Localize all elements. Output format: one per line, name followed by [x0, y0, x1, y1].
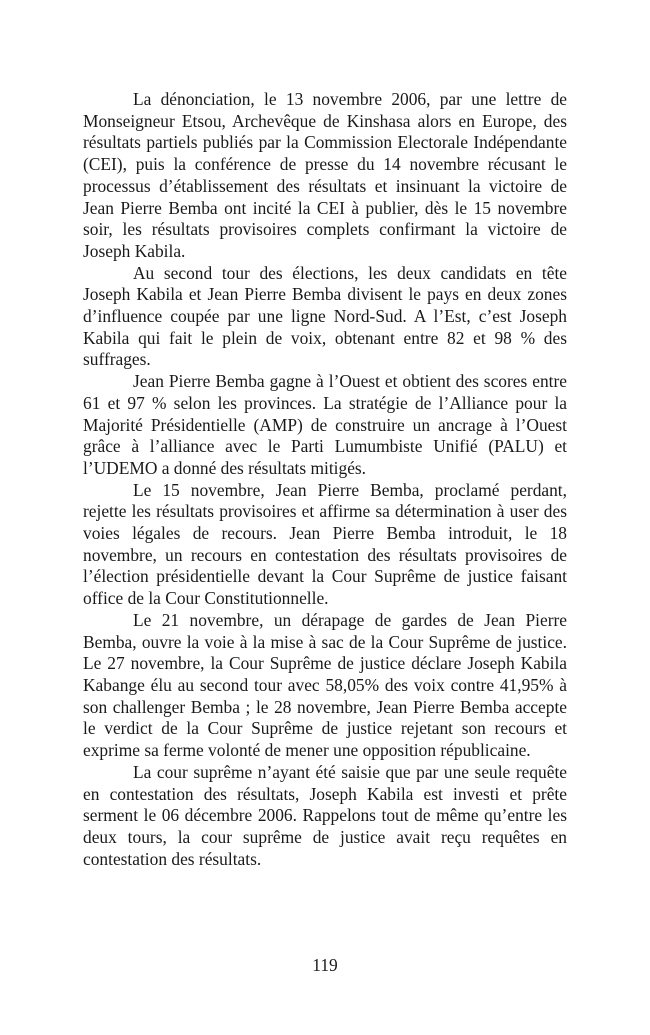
paragraph-2: Au second tour des élections, les deux candidats en tête Joseph Kabila et Jean Pierre Bemba divisent le pays en deux zones d’influence coupée par une ligne Nord-Sud. A l’Est, c’est Joseph Kabila qui fait le plein de voix, obtenant entre 82 et 98 % des suffrages. — [83, 262, 567, 370]
paragraph-1: La dénonciation, le 13 novembre 2006, par une lettre de Monseigneur Etsou, Archevêque de Kinshasa alors en Europe, des résultats partiels publiés par la Commission Electorale Indépendante (CEI), puis la conférence de presse du 14 novembre récusant le processus d’établissement des résultats et insinuant la victoire de Jean Pierre Bemba ont incité la CEI à publier, dès le 15 novembre soir, les résultats provisoires complets confirmant la victoire de Joseph Kabila. — [83, 89, 567, 261]
paragraph-5: Le 21 novembre, un dérapage de gardes de Jean Pierre Bemba, ouvre la voie à la mise à sac de la Cour Suprême de justice. Le 27 novembre, la Cour Suprême de justice déclare Joseph Kabila Kabange élu au second tour avec 58,05% des voix contre 41,95% à son challenger Bemba ; le 28 novembre, Jean Pierre Bemba accepte le verdict de la Cour Suprême de justice rejetant son recours et exprime sa ferme volonté de mener une opposition républicaine. — [83, 609, 567, 761]
paragraph-6: La cour suprême n’ayant été saisie que par une seule requête en contestation des résultats, Joseph Kabila est investi et prête serment le 06 décembre 2006. Rappelons tout de même qu’entre les deux tours, la cour suprême de justice avait reçu requêtes en contestation des résultats. — [83, 761, 567, 869]
page-number: 119 — [312, 955, 338, 975]
paragraph-3: Jean Pierre Bemba gagne à l’Ouest et obtient des scores entre 61 et 97 % selon les provinces. La stratégie de l’Alliance pour la Majorité Présidentielle (AMP) de construire un ancrage à l’Ouest grâce à l’alliance avec le Parti Lumumbiste Unifié (PALU) et l’UDEMO a donné des résultats mitigés. — [83, 371, 567, 478]
page-body — [83, 89, 567, 870]
paragraph-4: Le 15 novembre, Jean Pierre Bemba, proclamé perdant, rejette les résultats provisoires et affirme sa détermination à user des voies légales de recours. Jean Pierre Bemba introduit, le 18 novembre, un recours en contestation des résultats provisoires de l’élection présidentielle devant la Cour Suprême de justice faisant office de la Cour Constitutionnelle. — [83, 479, 567, 609]
